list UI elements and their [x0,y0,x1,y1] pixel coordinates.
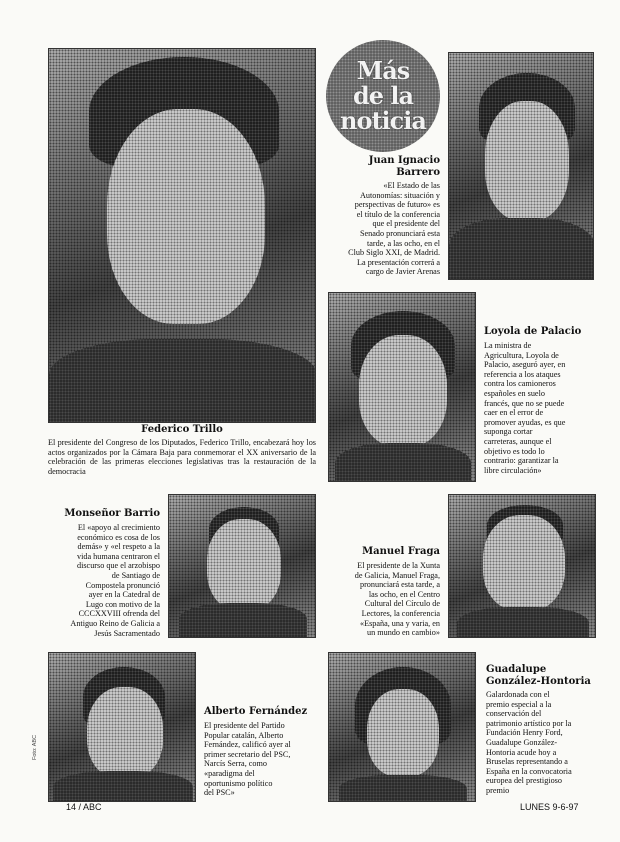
fernandez-line: primer secretario del PSC, [204,749,291,759]
palacio-name: Loyola de Palacio [484,326,582,337]
fernandez-name: Alberto Fernández [204,706,308,717]
barrero-name-line-2: Barrero [396,167,440,178]
badge-line-3: noticia [340,106,426,135]
hontoria-line: premio [486,785,510,795]
fraga-text [318,561,440,638]
trillo-caption: El presidente del Congreso de los Diputados, Federico Trillo, encabezará hoy los actos organizados por la Cámara Baja para conmemorar el XX aniversario de la celebración de las primeras elecciones legislativas tras la restauración de la democracia [48,438,316,476]
palacio-line: españoles en suelo [484,388,545,398]
fraga-line: Cultural del Círculo de [364,599,440,609]
fraga-photo [448,494,596,638]
page-date: LUNES 9-6-97 [520,802,579,812]
trillo-photo [48,48,316,423]
barrero-line: el título de la conferencia [356,209,440,219]
hontoria-name-line-2: González-Hontoria [486,676,591,687]
fernandez-line: «paradigma del [204,768,255,778]
hontoria-line: España en la convocatoria [486,766,572,776]
barrio-line: Lugo con motivo de la [85,599,160,609]
section-badge [326,40,440,152]
barrio-line: de Santiago de [111,570,160,580]
hontoria-photo [328,652,476,802]
hontoria-name [486,664,596,688]
barrero-line: Club Siglo XXI, de Madrid. [348,248,440,258]
palacio-line: Palacio, aseguró ayer, en [484,360,566,370]
photo-credit: Foto: ABC [32,734,38,760]
barrio-line: Antiguo Reino de Galicia a [70,618,160,628]
barrero-line: tarde, a las ocho, en el [367,238,440,248]
fernandez-line: Fernández, calificó ayer al [204,740,291,750]
barrero-line: perspectivas de futuro» es [354,200,440,210]
fraga-line: de Galicia, Manuel Fraga, [354,570,440,580]
palacio-line: La ministra de [484,341,532,350]
fernandez-line: del PSC» [204,788,235,798]
barrio-line: El «apoyo al crecimiento [77,523,160,532]
fraga-line: «España, una y varia, en [359,618,440,628]
hontoria-line: europea del prestigioso [486,776,562,786]
palacio-text [484,341,596,475]
hontoria-line: Hontoria acude hoy a [486,747,557,757]
barrio-line: Jesús Sacramentado [94,628,160,638]
trillo-name: Federico Trillo [141,424,223,435]
barrio-text [40,523,160,638]
barrero-text [320,181,440,277]
page-number: 14 / ABC [66,802,102,812]
hontoria-line: Bruselas representando a [486,757,568,767]
fraga-line: El presidente de la Xunta [357,561,440,570]
palacio-line: Agricultura, Loyola de [484,350,559,360]
fernandez-photo [48,652,196,802]
palacio-line: promover ayudas, es que [484,417,566,427]
palacio-line: referencia a los ataques [484,369,561,379]
hontoria-name-line-1: Guadalupe [486,664,547,675]
barrero-line: «El Estado de las [383,181,440,190]
barrio-line: ayer en la Catedral de [88,590,160,600]
palacio-photo [328,292,476,482]
hontoria-line: Fundación Henry Ford, [486,728,563,738]
barrero-line: La presentación correrá a [357,257,440,267]
palacio-line: objetivo es todo lo [484,446,545,456]
fraga-line: pronunciará esta tarde, a [359,580,440,590]
barrero-photo [448,52,594,280]
barrio-line: vida humana centraron el [77,551,160,561]
hontoria-line: Galardonada con el [486,690,550,699]
hontoria-text [486,690,598,796]
barrero-name-line-1: Juan Ignacio [368,155,440,166]
fernandez-line: Popular catalán, Alberto [204,730,284,740]
barrio-name: Monseñor Barrio [64,508,160,519]
fraga-line: Lectores, la conferencia [361,608,440,618]
fernandez-text [204,721,322,798]
barrio-line: CCCXXVIII ofrenda del [78,609,160,619]
fernandez-line: oportunismo político [204,778,273,788]
barrero-line: Senado pronunciará esta [359,228,440,238]
fraga-line: un mundo en cambio» [367,628,440,638]
barrio-photo [168,494,316,638]
barrio-line: discurso que el arzobispo [77,561,160,571]
barrero-line: Autonomías: situación y [359,190,440,200]
palacio-line: francés, que no se puede [484,398,565,408]
palacio-line: caer en el error de [484,408,544,418]
barrio-line: económico es cosa de los [77,532,160,542]
hontoria-line: Guadalupe González- [486,737,558,747]
hontoria-line: premio especial a la [486,699,552,709]
fernandez-line: El presidente del Partido [204,721,285,730]
barrero-line: que el presidente del [372,219,440,229]
fernandez-line: Narcís Serra, como [204,759,267,769]
palacio-line: contrario: garantizar la [484,456,559,466]
badge-line-1: Más [356,56,410,85]
hontoria-line: conservación del [486,709,542,719]
fraga-line: las ocho, en el Centro [368,589,440,599]
badge-line-2: de la [352,81,414,110]
barrero-name [330,155,440,179]
barrero-line: cargo de Javier Arenas [365,267,440,277]
palacio-line: contra los camioneros [484,379,556,389]
fraga-name: Manuel Fraga [362,546,440,557]
palacio-line: suponga cortar [484,427,533,437]
palacio-line: libre circulación» [484,465,542,475]
barrio-line: demás» y «el respeto a la [77,542,160,552]
palacio-line: carreteras, aunque el [484,436,552,446]
barrio-line: Compostela pronunció [85,580,160,590]
hontoria-line: patrimonio artístico por la [486,718,572,728]
